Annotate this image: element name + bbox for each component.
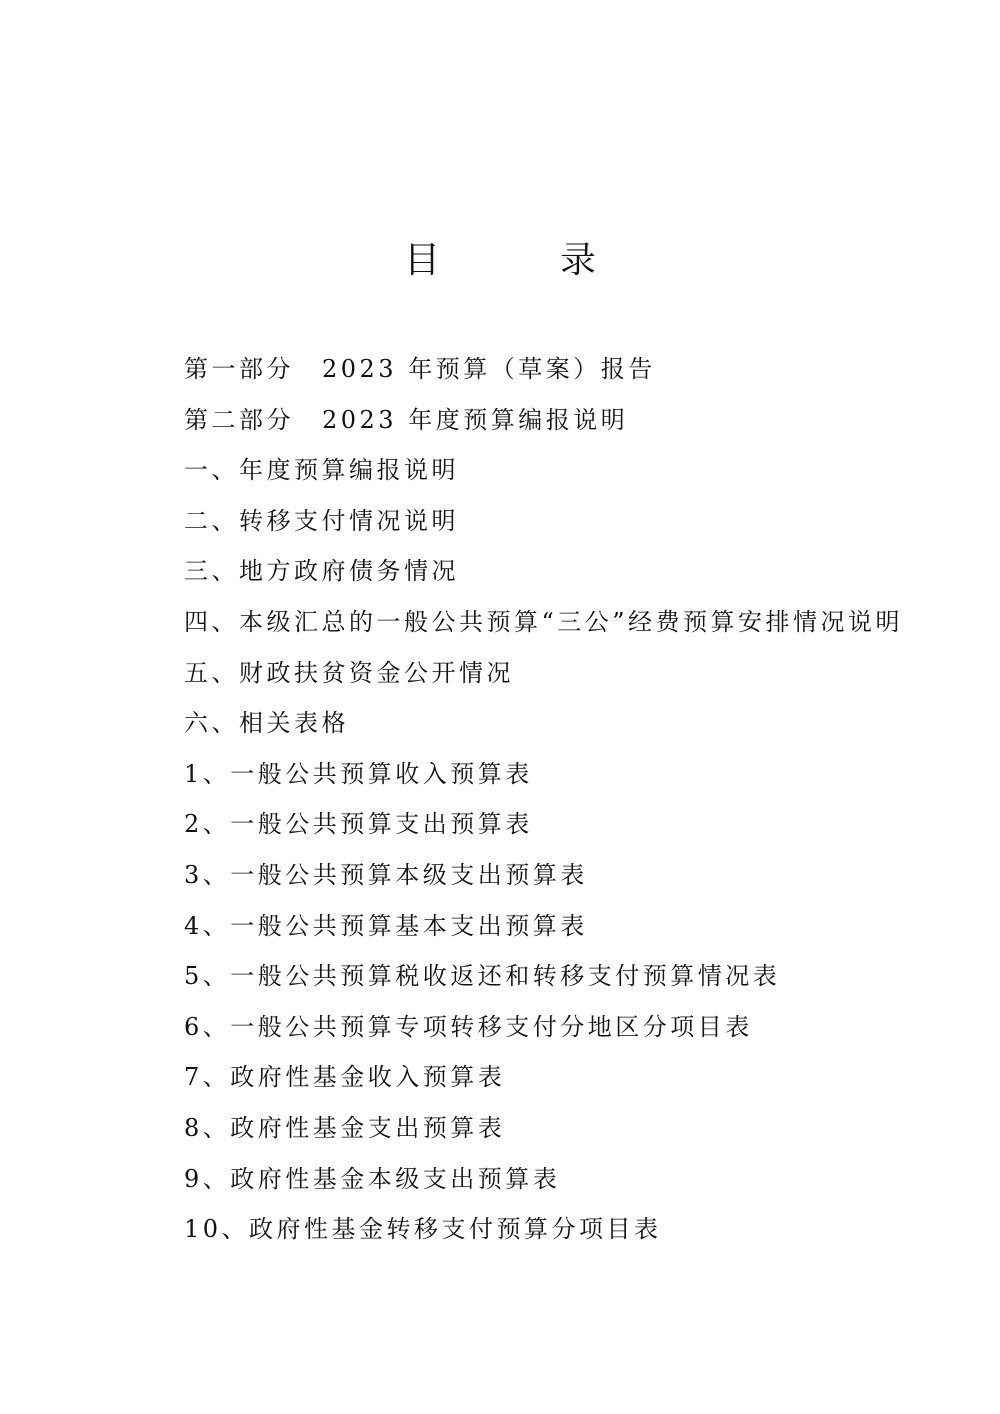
toc-item-text: 2023 年度预算编报说明 xyxy=(322,405,629,434)
toc-item-text: 一、年度预算编报说明 xyxy=(184,456,459,485)
toc-item[interactable] xyxy=(184,1052,944,1103)
toc-item-text: 五、财政扶贫资金公开情况 xyxy=(184,658,514,687)
toc-item[interactable] xyxy=(184,648,944,699)
toc-item[interactable] xyxy=(184,850,944,901)
toc-part-label: 第一部分 xyxy=(184,355,294,383)
toc-item-text: 10、政府性基金转移支付预算分项目表 xyxy=(184,1215,662,1244)
toc-item-text: 2、一般公共预算支出预算表 xyxy=(184,810,533,839)
toc-item[interactable] xyxy=(184,901,944,952)
toc-item-text: 7、政府性基金收入预算表 xyxy=(184,1063,506,1092)
toc-part-label: 第二部分 xyxy=(184,405,294,434)
toc-item-text: 5、一般公共预算税收返还和转移支付预算情况表 xyxy=(184,962,781,991)
toc-item-text: 6、一般公共预算专项转移支付分地区分项目表 xyxy=(184,1012,753,1041)
toc-item[interactable] xyxy=(184,1103,944,1154)
table-of-contents xyxy=(184,344,944,1255)
toc-item-text: 六、相关表格 xyxy=(184,709,349,738)
toc-item-text: 3、一般公共预算本级支出预算表 xyxy=(184,860,588,889)
page-title: 目 录 xyxy=(403,240,638,281)
toc-item[interactable] xyxy=(184,546,944,597)
toc-item-text: 9、政府性基金本级支出预算表 xyxy=(184,1164,561,1193)
toc-item-part-2[interactable] xyxy=(184,395,944,446)
toc-item-part-1[interactable] xyxy=(184,344,944,395)
toc-item[interactable] xyxy=(184,597,944,648)
toc-item[interactable] xyxy=(184,1002,944,1053)
toc-item-text: 四、本级汇总的一般公共预算“三公”经费预算安排情况说明 xyxy=(184,607,904,636)
toc-item[interactable] xyxy=(184,799,944,850)
toc-item-text: 8、政府性基金支出预算表 xyxy=(184,1113,506,1142)
toc-item[interactable] xyxy=(184,749,944,800)
toc-item[interactable] xyxy=(184,1204,944,1255)
toc-item[interactable] xyxy=(184,1154,944,1205)
toc-item-text: 2023 年预算（草案）报告 xyxy=(322,355,656,383)
toc-item-text: 4、一般公共预算基本支出预算表 xyxy=(184,911,588,940)
toc-item[interactable] xyxy=(184,951,944,1002)
toc-item[interactable] xyxy=(184,496,944,547)
toc-item-text: 1、一般公共预算收入预算表 xyxy=(184,759,533,788)
toc-item[interactable] xyxy=(184,698,944,749)
toc-item[interactable] xyxy=(184,445,944,496)
toc-item-text: 二、转移支付情况说明 xyxy=(184,506,459,535)
toc-item-text: 三、地方政府债务情况 xyxy=(184,557,459,586)
